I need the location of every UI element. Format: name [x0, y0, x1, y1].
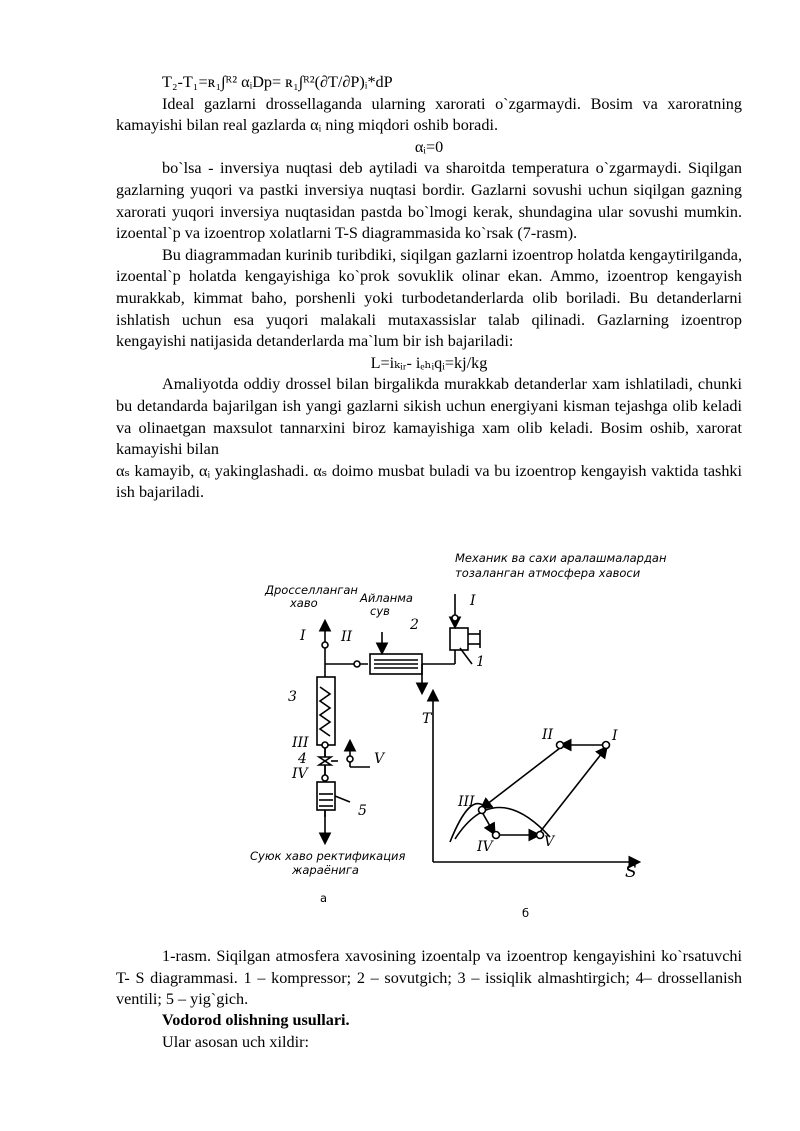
- axis-s-label: S: [625, 862, 637, 882]
- section-block: [116, 1010, 742, 1053]
- label-IV-chart: IV: [477, 839, 493, 855]
- label-V-schema: V: [374, 751, 385, 767]
- process-II-III: [482, 748, 560, 808]
- process-III-IV: [482, 812, 494, 833]
- node-II: [354, 661, 360, 667]
- label-I-schema: I: [300, 628, 306, 644]
- paragraph-inversion-point: bo`lsa - inversiya nuqtasi deb aytiladi va sharoitda temperatura o`zgarmaydi. Siqilgan gazlarning yuqori va pastki inversiya nuqtasi bordir. Gazlarni sovushi uchun siqilgan gazning xarorati yuqori inversiya nuqtasidan pastda bo`lmogi kerak, shundagina ular sovushi mumkin. izoental`p va izoentrop xolatlarni T-S diagrammasida ko`rsak (7-rasm).: [116, 159, 742, 243]
- axis-t-label: T: [422, 711, 432, 727]
- label-atmosphere-line2: тозаланган атмосфера хавоси: [455, 566, 641, 580]
- label-II-chart: II: [542, 727, 554, 743]
- label-IV-schema: IV: [292, 766, 308, 782]
- label-throttled-line1: Дросселланган: [265, 583, 358, 597]
- label-V-chart: V: [544, 834, 555, 850]
- label-II-schema: II: [341, 629, 353, 645]
- label-atmosphere-line1: Механик ва сахи аралашмалардан: [455, 551, 667, 565]
- label-liquid-line1: Суюк хаво ректификация: [250, 849, 406, 863]
- paragraph-ideal-gases: Ideal gazlarni drossellaganda ularning xarorati o`zgarmaydi. Bosim va xaroratning kamayishi bilan real gazlarda αᵢ ning miqdori oshib boradi.: [116, 94, 742, 135]
- label-subfigure-b: б: [522, 906, 530, 920]
- section-heading: Vodorod olishning usullari.: [162, 1011, 350, 1029]
- label-I-chart: I: [612, 728, 618, 744]
- figure-caption: 1-rasm. Siqilgan atmosfera xavosining izoentalp va izoentrop kengayishini ko`rsatuvchi T- S diagrammasi. 1 – kompressor; 2 – sovutgich; 3 – issiqlik almashtirgich; 4– drossellanish ventili; 5 – yig`gich.: [116, 947, 742, 1009]
- formula-temperature-difference: T₂-T₁=ʀ₁∫ᴿ² αᵢDp= ʀ₁∫ᴿ²(∂T/∂P)ᵢ*dP: [162, 73, 393, 91]
- label-III-schema: III: [292, 735, 309, 751]
- label-throttled-line2: хаво: [290, 596, 318, 610]
- paragraph-alpha: αₛ kamayib, αᵢ yakinglashadi. αₛ doimo musbat buladi va bu izoentrop kengayish vaktida tashki ish bajariladi.: [116, 461, 742, 502]
- label-num-4: 4: [298, 751, 307, 767]
- figure-caption-block: [116, 946, 742, 1011]
- compressor-body: [450, 628, 468, 650]
- node-I: [322, 642, 328, 648]
- label-I-top: I: [470, 593, 476, 609]
- section-intro: Ular asosan uch xildir:: [162, 1032, 309, 1051]
- paragraph-isentropic-expansion: Bu diagrammadan kurinib turibdiki, siqilgan gazlarni izoentrop holatda kengaytirilganda, izoental`p holatda kengayishiga ko`prok sovuklik olinar ekan. Ammo, izoentrop kengayish murakkab, kimmat baho, porshenli yoki turbodetanderlarda olib boriladi. Bu detanderlarni ishlatish uchun esa yuqori malakali mutaxassislar talab qilinadi. Gazlarning izoentrop kengayishi natijasida detanderlarda ma`lum bir ish bajariladi:: [116, 245, 742, 351]
- label-liquid-line2: жараёнига: [292, 863, 359, 877]
- label-subfigure-a: а: [320, 891, 328, 905]
- label-III-chart: III: [458, 794, 475, 810]
- formula-work: L=iₖᵢᵣ- iₑₕᵢqᵢ=kj/kg: [370, 353, 488, 372]
- label-num-3: 3: [288, 689, 297, 705]
- label-water-line1: Айланма: [360, 591, 413, 605]
- throttle-valve: [319, 757, 331, 765]
- label-num-2: 2: [410, 617, 419, 633]
- label-num-5: 5: [358, 803, 367, 819]
- label-num-1: 1: [476, 654, 485, 670]
- label-water-line2: сув: [370, 604, 390, 618]
- paragraph-practice: Amaliyotda oddiy drossel bilan birgalikda murakkab detanderlar xam ishlatiladi, chunki bu detandarda bajarilgan ish yangi gazlarni sikish uchun energiyani kisman tejashga olib keladi va olinaetgan maxsulot tannarxini biroz kamayishiga xam olib keladi. Bosim oshib, xarorat kamayishi bilan: [116, 375, 742, 459]
- figure-ts-diagram: [250, 551, 667, 922]
- document-body: [116, 72, 742, 504]
- process-V-I: [540, 748, 606, 832]
- formula-inversion-condition: αᵢ=0: [414, 137, 444, 156]
